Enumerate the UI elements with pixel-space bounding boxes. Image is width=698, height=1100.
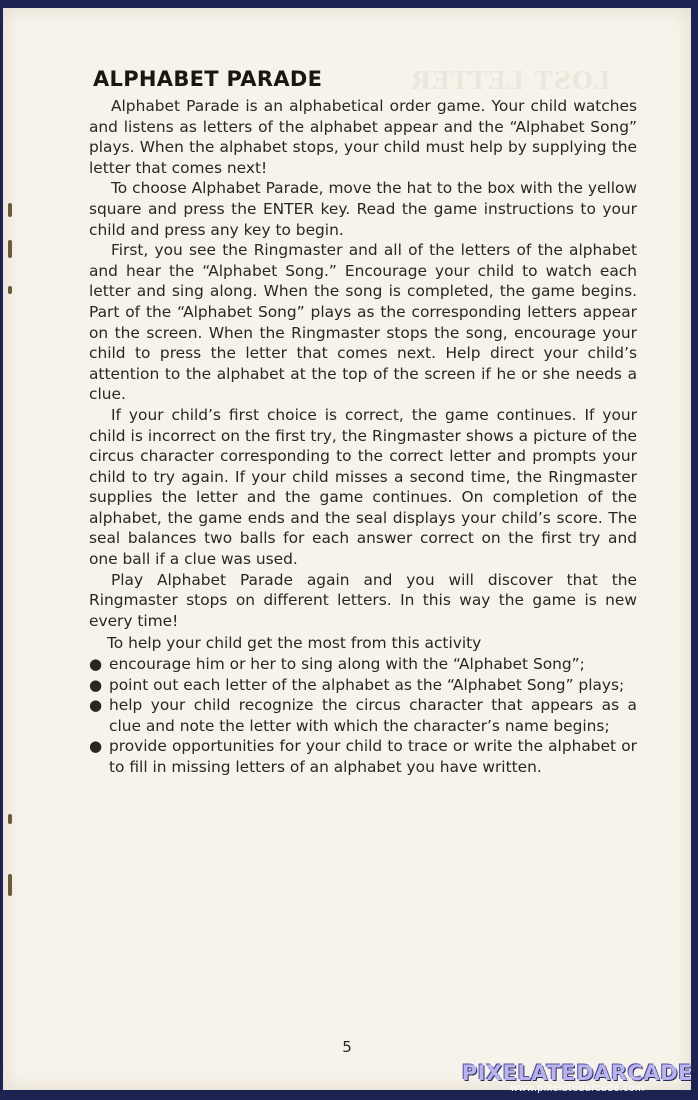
manual-content — [89, 66, 637, 778]
tips-list — [89, 654, 637, 778]
site-watermark — [462, 1061, 693, 1094]
list-item — [89, 736, 637, 777]
bleed-through-heading: LOST LETTER — [410, 66, 611, 95]
watermark-url: www.pixelatedarcade.com — [510, 1083, 645, 1094]
scan-mark — [8, 240, 12, 258]
list-item-text: help your child recognize the circus character that appears as a clue and note the letter with which the character’s name begins; — [109, 696, 637, 735]
bullet-icon: ● — [89, 696, 103, 715]
list-item — [89, 654, 637, 675]
scan-mark — [8, 286, 12, 294]
paragraph: To choose Alphabet Parade, move the hat to the box with the yellow square and press the ENTER key. Read the game instructions to your child and press any key to begin. — [89, 179, 637, 239]
list-intro: To help your child get the most from this activity — [107, 634, 482, 653]
list-item-text: encourage him or her to sing along with the “Alphabet Song”; — [109, 655, 585, 674]
paragraph: Alphabet Parade is an alphabetical order game. Your child watches and listens as letters of the alphabet appear and the “Alphabet Song” plays. When the alphabet stops, your child must help by supplying the letter that comes next! — [89, 97, 637, 177]
bullet-icon: ● — [89, 675, 103, 694]
paragraph: Play Alphabet Parade again and you will discover that the Ringmaster stops on different letters. In this way the game is new every time! — [89, 570, 637, 630]
manual-page — [3, 8, 691, 1090]
list-item-text: provide opportunities for your child to trace or write the alphabet or to fill in missing letters of an alphabet you have written. — [109, 737, 637, 776]
list-item — [89, 695, 637, 736]
paragraph: If your child’s first choice is correct, the game continues. If your child is incorrect on the first try, the Ringmaster shows a picture of the circus character corresponding to the correct letter and prompts your child to try again. If your child misses a second time, the Ringmaster supplies the letter and the game continues. On completion of the alphabet, the game ends and the seal displays your child’s score. The seal balances two balls for each answer correct on the first try and one ball if a clue was used. — [89, 405, 637, 569]
section-title: ALPHABET PARADE — [93, 67, 323, 91]
scan-mark — [8, 203, 12, 217]
scan-mark — [8, 814, 12, 824]
page-number: 5 — [342, 1038, 352, 1056]
scan-mark — [8, 874, 12, 896]
bullet-icon: ● — [89, 737, 103, 756]
paragraph: First, you see the Ringmaster and all of the letters of the alphabet and hear the “Alphabet Song.” Encourage your child to watch each letter and sing along. When the song is completed, the game begins. Part of the “Alphabet Song” plays as the corresponding letters appear on the screen. When the Ringmaster stops the song, encourage your child to press the letter that comes next. Help direct your child’s attention to the alphabet at the top of the screen if he or she needs a clue. — [89, 241, 637, 404]
list-item-text: point out each letter of the alphabet as the “Alphabet Song” plays; — [109, 675, 625, 694]
list-item — [89, 675, 637, 696]
bullet-icon: ● — [89, 655, 103, 674]
watermark-title: PIXELATEDARCADE — [461, 1061, 693, 1085]
